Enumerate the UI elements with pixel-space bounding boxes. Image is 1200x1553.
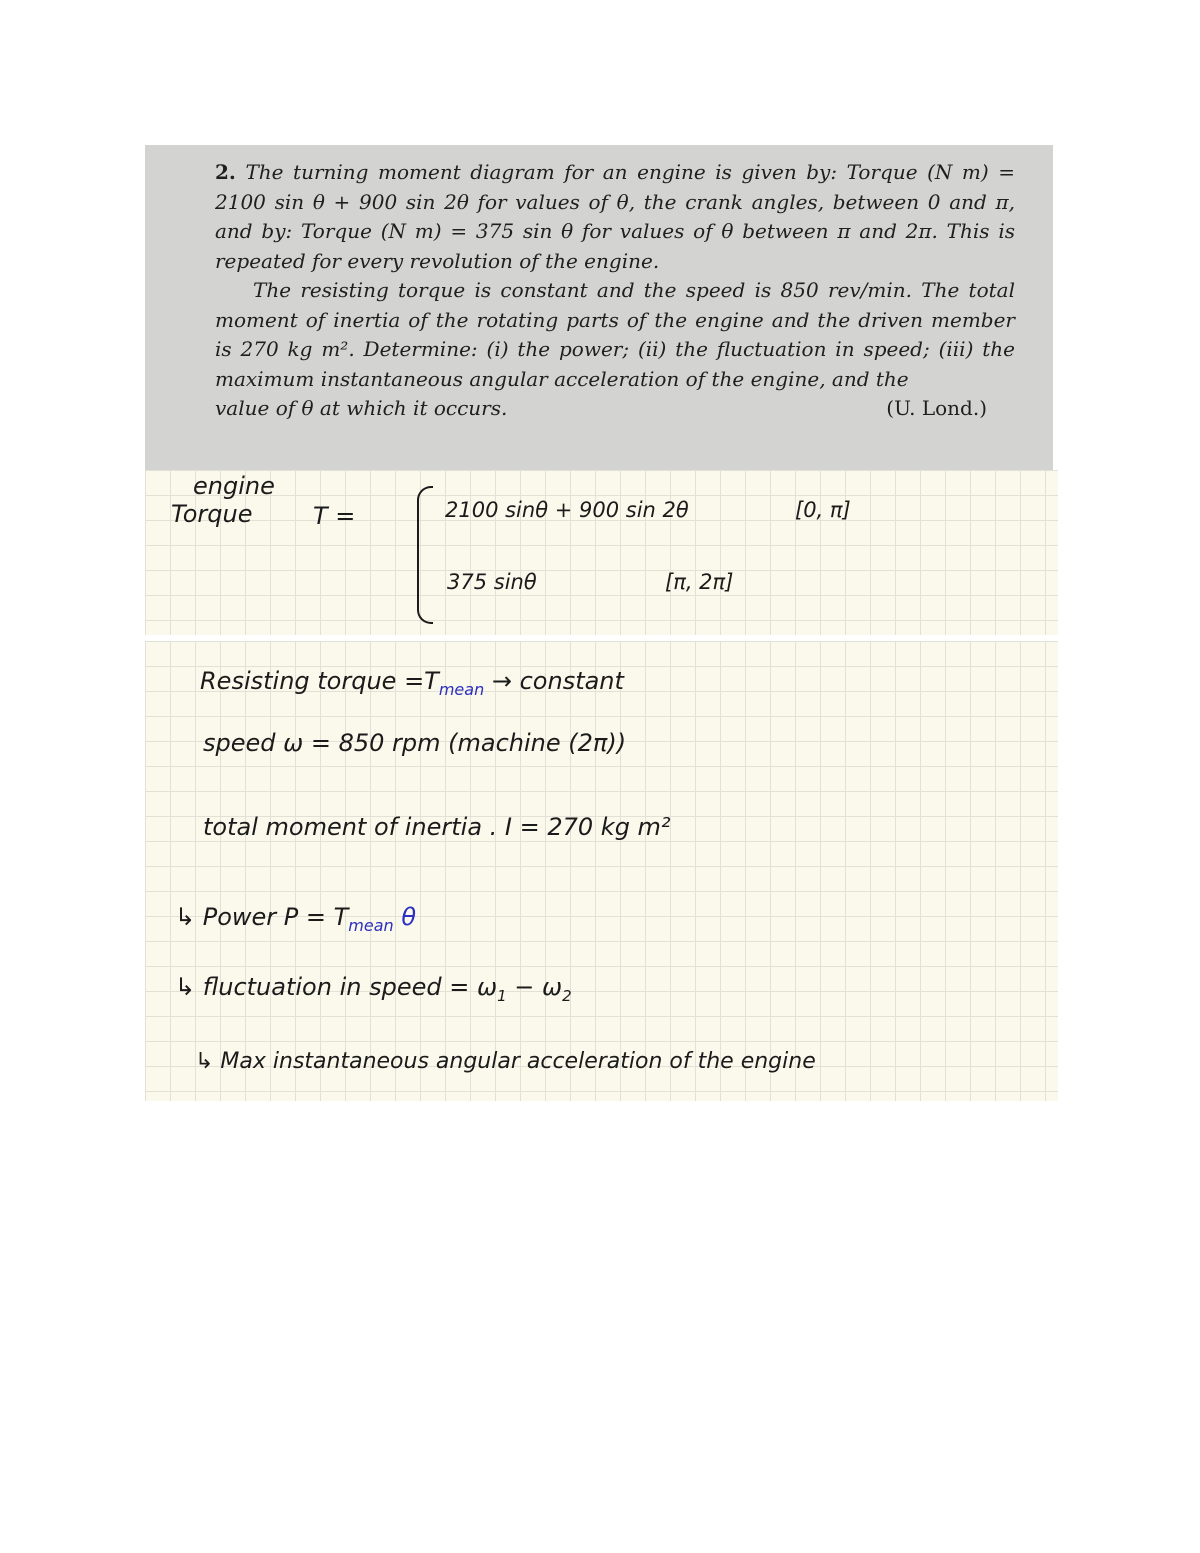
label-engine: engine	[193, 472, 275, 500]
inertia-line: total moment of inertia . I = 270 kg m²	[203, 813, 671, 841]
problem-paragraph-1	[215, 158, 1015, 276]
torque-symbol: T =	[313, 502, 356, 530]
handwritten-notes-solution	[145, 641, 1058, 1101]
case1-expression: 2100 sinθ + 900 sin 2θ	[445, 498, 689, 522]
problem-source: (U. Lond.)	[886, 396, 987, 420]
speed-line: speed ω = 850 rpm (machine (2π))	[203, 729, 627, 757]
label-torque: Torque	[171, 500, 253, 528]
resisting-torque-line: Resisting torque $=T_{mean}$ → constant	[200, 667, 624, 699]
problem-number: 2.	[215, 160, 236, 184]
resisting-mean-subscript: mean	[438, 679, 485, 699]
case2-range: [π, 2π]	[665, 570, 734, 594]
fluctuation-line: ↳ fluctuation in speed = $\omega_1 - \omega_2$	[175, 973, 572, 1005]
handwritten-notes-torque	[145, 470, 1058, 635]
problem-text-last: value of θ at which it occurs.	[215, 396, 508, 420]
power-theta: θ	[401, 903, 416, 931]
case1-range: [0, π]	[795, 498, 851, 522]
problem-text-1: The turning moment diagram for an engine is given by: Torque (N m) = 2100 sin θ + 900 sin 2θ for values of θ, the crank angles, between 0 and π, and by: Torque (N m) = 375 sin θ for values of θ between π and 2π. This is repeated for every revolution of the engine.	[215, 160, 1015, 273]
problem-statement	[145, 145, 1053, 470]
power-line: ↳ Power $P = T_{mean}$ θ	[175, 903, 416, 935]
piecewise-brace	[417, 486, 433, 624]
power-mean-subscript: mean	[348, 915, 394, 935]
case2-expression: 375 sinθ	[447, 570, 537, 594]
max-acceleration-line: ↳ Max instantaneous angular acceleration of the engine	[195, 1049, 816, 1074]
problem-last-line	[215, 394, 1015, 424]
problem-paragraph-2: The resisting torque is constant and the speed is 850 rev/min. The total moment of inertia of the rotating parts of the engine and the driven member is 270 kg m². Determine: (i) the power; (ii) the fluctuation in speed; (iii) the maximum instantaneous angular acceleration of the engine, and the	[215, 278, 1015, 391]
